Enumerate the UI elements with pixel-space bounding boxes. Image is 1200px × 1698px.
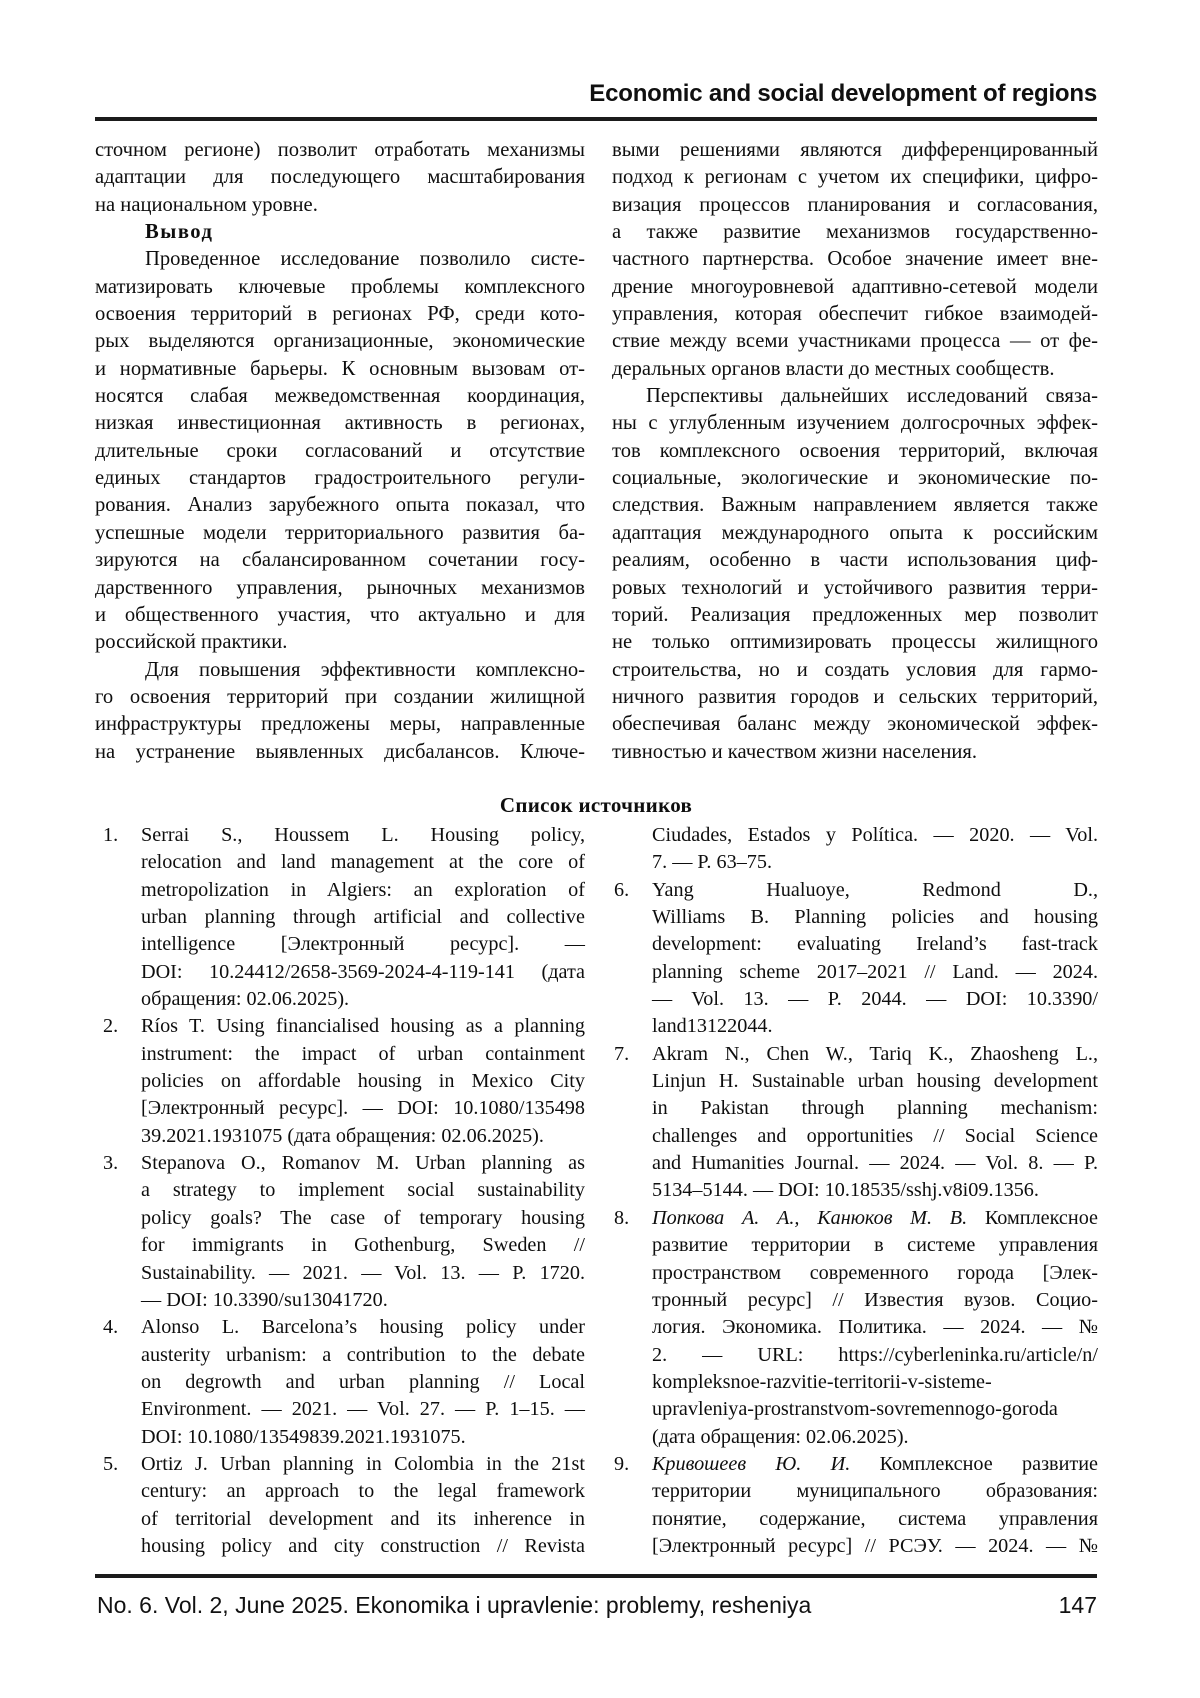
text-line: [141, 1123, 585, 1150]
text-line: [652, 1424, 1098, 1451]
text-segment: рых выделяются организационные, экономические: [95, 330, 585, 353]
text-segment: Ríos T. Using financialised housing as a planning: [141, 1015, 585, 1038]
text-line: [612, 629, 1098, 656]
text-segment: го освоения территорий при создании жилищной: [95, 685, 585, 708]
text-line: [141, 1396, 585, 1423]
text-segment: [Электронный ресурс] // РСЭУ. — 2024. — №: [652, 1534, 1098, 1557]
text-segment: century: an approach to the legal framework: [141, 1480, 585, 1503]
text-segment: policy goals? The case of temporary housing: [141, 1206, 585, 1229]
text-segment: [Электронный ресурс]. — DOI: 10.1080/135498: [141, 1097, 585, 1120]
text-segment: обеспечивая баланс между экономической эффек-: [612, 713, 1098, 736]
text-segment: единых стандартов градостроительного регули-: [95, 467, 585, 490]
text-line: [652, 1369, 1098, 1396]
text-line: [141, 986, 585, 1013]
text-segment: на национальном уровне.: [95, 193, 318, 216]
text-line: [95, 629, 585, 656]
text-line: [612, 465, 1098, 492]
text-segment: Ciudades, Estados y Política. — 2020. — Vol.: [652, 824, 1098, 846]
text-line: [612, 219, 1098, 246]
text-line: [141, 877, 585, 904]
text-line: [652, 1232, 1098, 1259]
text-segment: policies on affordable housing in Mexico City: [141, 1070, 585, 1093]
text-line: [141, 1533, 585, 1560]
text-line: [141, 1342, 585, 1369]
reference-number: 4.: [103, 1316, 119, 1339]
reference-number: 1.: [103, 824, 119, 846]
text-segment: обращения: 02.06.2025).: [141, 988, 350, 1011]
text-line: [141, 849, 585, 876]
text-segment: Environment. — 2021. — Vol. 27. — P. 1–15. —: [141, 1398, 585, 1421]
text-line: [652, 1506, 1098, 1533]
footer-rule: [95, 1574, 1097, 1578]
reference-number: 8.: [614, 1206, 630, 1229]
text-segment: ны с углубленным изучением долгосрочных эффек-: [612, 412, 1098, 435]
text-segment: частного партнерства. Особое значение имеет вне-: [612, 248, 1098, 271]
text-line: [95, 520, 585, 547]
text-segment: низкая инвестиционная активность в регионах,: [95, 412, 585, 435]
reference-item: [612, 1205, 1098, 1451]
text-segment: длительные сроки согласований и отсутствие: [95, 439, 585, 462]
text-segment: на устранение выявленных дисбалансов. Ключе-: [95, 740, 585, 763]
reference-number: 7.: [614, 1042, 630, 1065]
text-line: [652, 1396, 1098, 1423]
text-segment: и нормативные барьеры. К основным вызовам от-: [95, 357, 585, 380]
text-segment: подход к регионам с учетом их специфики, цифро-: [612, 166, 1098, 189]
text-line: [612, 575, 1098, 602]
text-segment: Проведенное исследование позволило систе-: [145, 248, 585, 271]
body-column-right: [612, 137, 1098, 766]
text-line: [652, 1478, 1098, 1505]
text-segment: challenges and opportunities // Social Science: [652, 1124, 1098, 1147]
text-segment: носятся слабая межведомственная координация,: [95, 385, 585, 408]
text-segment: матизировать ключевые проблемы комплексного: [95, 275, 585, 298]
text-line: [612, 520, 1098, 547]
text-segment: освоения территорий в регионах РФ, среди кото-: [95, 303, 585, 326]
reference-item: [612, 877, 1098, 1041]
text-line: [95, 383, 585, 410]
text-line: [141, 1478, 585, 1505]
text-line: [652, 1013, 1098, 1040]
text-line: [612, 602, 1098, 629]
text-line: [95, 684, 585, 711]
text-line: [141, 1287, 585, 1314]
text-line: [652, 1314, 1098, 1341]
text-line: [652, 986, 1098, 1013]
text-segment: а также развитие механизмов государственно-: [612, 221, 1098, 244]
text-line: [652, 1533, 1098, 1560]
text-line: [95, 438, 585, 465]
text-line: [652, 877, 1098, 904]
text-line: [141, 904, 585, 931]
text-segment: ничного развития городов и сельских территорий,: [612, 685, 1098, 708]
text-segment: тронный ресурс] // Известия вузов. Социо-: [652, 1288, 1098, 1311]
text-segment: — Vol. 13. — P. 2044. — DOI: 10.3390/: [652, 988, 1098, 1011]
references-column-left: [95, 822, 585, 1560]
text-line: [141, 959, 585, 986]
text-segment: тов комплексного освоения территорий, включая: [612, 439, 1098, 462]
reference-item: [612, 1451, 1098, 1560]
text-line: [612, 657, 1098, 684]
text-segment: planning scheme 2017–2021 // Land. — 2024.: [652, 960, 1098, 983]
text-line: [612, 438, 1098, 465]
text-segment: DOI: 10.1080/13549839.2021.1931075.: [141, 1425, 466, 1448]
text-segment: Ortiz J. Urban planning in Colombia in the 21st: [141, 1452, 585, 1475]
text-line: [141, 1369, 585, 1396]
text-line: [652, 904, 1098, 931]
reference-item: [95, 1314, 585, 1451]
text-line: [652, 1205, 1098, 1232]
section-heading: Вывод: [145, 221, 214, 244]
text-segment: instrument: the impact of urban containment: [141, 1042, 585, 1065]
text-line: [141, 1150, 585, 1177]
text-segment: российской практики.: [95, 631, 288, 654]
text-line: [612, 164, 1098, 191]
text-line: [141, 1260, 585, 1287]
text-line: [612, 137, 1098, 164]
text-line: [652, 1260, 1098, 1287]
text-segment: development: evaluating Ireland’s fast-track: [652, 933, 1098, 956]
text-line: [141, 1451, 585, 1478]
text-line: [95, 410, 585, 437]
text-segment: дарственного управления, рыночных механизмов: [95, 576, 585, 599]
text-segment: Комплексное развитие: [850, 1452, 1098, 1475]
text-segment: ствие между всеми участниками процесса — от фе-: [612, 330, 1098, 353]
text-segment: торий. Реализация предложенных мер позволит: [612, 603, 1098, 626]
text-segment: urban planning through artificial and collective: [141, 906, 585, 929]
text-line: [95, 192, 585, 219]
text-line: [95, 492, 585, 519]
reference-item: [95, 1451, 585, 1560]
text-line: [612, 711, 1098, 738]
text-segment: развитие территории в системе управления: [652, 1234, 1098, 1257]
text-segment: реалиям, особенно в части использования циф-: [612, 549, 1098, 572]
reference-number: 9.: [614, 1452, 630, 1475]
text-segment: визация процессов планирования и согласования,: [612, 193, 1098, 216]
text-segment: austerity urbanism: a contribution to the debate: [141, 1343, 585, 1366]
text-segment: ровых технологий и устойчивого развития терри-: [612, 576, 1098, 599]
text-line: [141, 1177, 585, 1204]
text-segment: логия. Экономика. Политика. — 2024. — №: [652, 1316, 1098, 1339]
text-segment: intelligence [Электронный ресурс]. —: [141, 933, 585, 956]
text-segment: (дата обращения: 02.06.2025).: [652, 1425, 909, 1448]
text-segment: relocation and land management at the core of: [141, 851, 585, 874]
text-line: [652, 959, 1098, 986]
text-segment: of territorial development and its inherence in: [141, 1507, 585, 1530]
text-line: [612, 410, 1098, 437]
reference-number: 5.: [103, 1452, 119, 1475]
text-line: [95, 274, 585, 301]
paragraph: [612, 383, 1098, 766]
text-segment: — DOI: 10.3390/su13041720.: [141, 1288, 388, 1311]
text-line: [612, 684, 1098, 711]
italic-author-names: Кривошеев Ю. И.: [652, 1452, 851, 1475]
text-segment: не только оптимизировать процессы жилищного: [612, 631, 1098, 654]
text-line: [95, 328, 585, 355]
reference-number: 3.: [103, 1152, 119, 1175]
reference-item: [95, 1013, 585, 1150]
text-segment: социальные, экологические и экономические по-: [612, 467, 1098, 490]
text-line: [141, 1424, 585, 1451]
references-heading: Список источников: [499, 793, 693, 817]
text-line: [652, 1177, 1098, 1204]
text-segment: тивностью и качеством жизни населения.: [612, 740, 977, 763]
text-segment: 2. — URL: https://cyberleninka.ru/article/n/: [652, 1343, 1098, 1366]
reference-item: [95, 1150, 585, 1314]
text-segment: деральных органов власти до местных сообществ.: [612, 357, 1055, 380]
text-segment: housing policy and city construction // Revista: [141, 1534, 585, 1557]
text-line: [612, 274, 1098, 301]
text-line: [652, 1451, 1098, 1478]
text-segment: Yang Hualuoye, Redmond D.,: [652, 878, 1098, 901]
text-segment: upravleniya-prostranstvom-sovremennogo-goroda: [652, 1398, 1058, 1421]
text-segment: Linjun H. Sustainable urban housing development: [652, 1070, 1098, 1093]
text-line: [652, 849, 1098, 876]
text-line: [612, 383, 1098, 410]
header-rule: [95, 117, 1097, 121]
text-line: [612, 547, 1098, 574]
reference-item: [612, 822, 1098, 877]
text-segment: управления, которая обеспечит гибкое взаимодей-: [612, 303, 1098, 326]
text-segment: сточном регионе) позволит отработать механизмы: [95, 139, 585, 161]
text-segment: Alonso L. Barcelona’s housing policy under: [141, 1316, 585, 1339]
text-segment: Перспективы дальнейших исследований связа-: [646, 385, 1098, 408]
text-line: [95, 246, 585, 273]
text-line: [141, 1205, 585, 1232]
text-segment: территории муниципального образования:: [652, 1480, 1098, 1503]
paragraph: [95, 657, 585, 766]
text-line: [612, 492, 1098, 519]
text-segment: Для повышения эффективности комплексно-: [145, 658, 585, 681]
text-line: [612, 739, 1098, 766]
journal-issue-line: No. 6. Vol. 2, June 2025. Ekonomika i upravlenie: problemy, resheniya: [97, 1592, 812, 1618]
text-line: [95, 547, 585, 574]
text-line: [652, 822, 1098, 849]
text-segment: строительства, но и создать условия для гармо-: [612, 658, 1098, 681]
text-line: [652, 1041, 1098, 1068]
text-line: [95, 164, 585, 191]
text-line: [141, 1068, 585, 1095]
text-line: [95, 602, 585, 629]
paragraph: [95, 137, 585, 219]
text-line: [652, 1342, 1098, 1369]
text-segment: on degrowth and urban planning // Local: [141, 1370, 585, 1393]
text-segment: Комплексное: [967, 1206, 1099, 1229]
text-line: [612, 301, 1098, 328]
text-segment: Serrai S., Houssem L. Housing policy,: [141, 824, 585, 846]
text-line: [95, 739, 585, 766]
text-line: [95, 575, 585, 602]
text-segment: in Pakistan through planning mechanism:: [652, 1097, 1098, 1120]
text-segment: следствия. Важным направлением является также: [612, 494, 1098, 517]
text-segment: for immigrants in Gothenburg, Sweden //: [141, 1234, 585, 1257]
reference-number: 2.: [103, 1015, 119, 1038]
text-line: [141, 1506, 585, 1533]
italic-author-names: Попкова А. А., Канюков М. В.: [652, 1206, 968, 1229]
text-segment: выми решениями являются дифференцированный: [612, 139, 1098, 161]
text-segment: 39.2021.1931075 (дата обращения: 02.06.2025).: [141, 1124, 544, 1147]
text-segment: зируются на сбалансированном сочетании госу-: [95, 549, 585, 572]
text-segment: kompleksnoe-razvitie-territorii-v-sisteme-: [652, 1370, 992, 1393]
text-segment: land13122044.: [652, 1015, 773, 1038]
text-line: [141, 1041, 585, 1068]
text-line: [652, 931, 1098, 958]
text-segment: пространством современного города [Элек-: [652, 1261, 1098, 1284]
text-line: [652, 1095, 1098, 1122]
text-segment: и общественного участия, что актуально и для: [95, 603, 585, 626]
reference-item: [95, 822, 585, 1013]
text-segment: понятие, содержание, система управления: [652, 1507, 1098, 1530]
text-segment: адаптация международного опыта к российским: [612, 521, 1098, 544]
text-line: [95, 301, 585, 328]
text-line: [612, 328, 1098, 355]
text-segment: дрение многоуровневой адаптивно-сетевой модели: [612, 275, 1098, 298]
text-segment: DOI: 10.24412/2658-3569-2024-4-119-141 (дата: [141, 960, 585, 983]
text-line: [95, 711, 585, 738]
text-segment: 7. — P. 63–75.: [652, 851, 773, 874]
body-column-left: [95, 137, 585, 766]
text-segment: успешные модели территориального развития ба-: [95, 521, 585, 544]
text-line: [95, 465, 585, 492]
text-line: [612, 356, 1098, 383]
text-line: [612, 192, 1098, 219]
text-segment: Akram N., Chen W., Tariq K., Zhaosheng L.,: [652, 1042, 1098, 1065]
text-segment: Sustainability. — 2021. — Vol. 13. — P. 1720.: [141, 1261, 585, 1284]
paragraph: [612, 137, 1098, 383]
running-head: Economic and social development of regions: [589, 80, 1097, 107]
text-line: [652, 1287, 1098, 1314]
text-line: [95, 657, 585, 684]
text-segment: metropolization in Algiers: an exploration of: [141, 878, 585, 901]
text-segment: адаптации для последующего масштабирования: [95, 166, 585, 189]
text-line: [652, 1150, 1098, 1177]
text-line: [612, 246, 1098, 273]
text-line: [141, 1013, 585, 1040]
text-line: [652, 1123, 1098, 1150]
text-segment: инфраструктуры предложены меры, направленные: [95, 713, 585, 736]
text-line: [141, 1232, 585, 1259]
page-number: 147: [1058, 1592, 1097, 1618]
paragraph: [95, 246, 585, 656]
text-line: [95, 137, 585, 164]
text-line: [652, 1068, 1098, 1095]
text-segment: and Humanities Journal. — 2024. — Vol. 8. — P.: [652, 1152, 1098, 1175]
text-segment: Williams B. Planning policies and housing: [652, 906, 1098, 929]
text-line: [95, 356, 585, 383]
text-segment: a strategy to implement social sustainability: [141, 1179, 585, 1202]
text-segment: Stepanova O., Romanov M. Urban planning as: [141, 1152, 585, 1175]
text-segment: рования. Анализ зарубежного опыта показал, что: [95, 494, 585, 517]
text-line: [141, 931, 585, 958]
text-line: [141, 1095, 585, 1122]
reference-number: 6.: [614, 878, 630, 901]
references-column-right: [612, 822, 1098, 1560]
text-line: [141, 1314, 585, 1341]
reference-item: [612, 1041, 1098, 1205]
text-segment: 5134–5144. — DOI: 10.18535/sshj.v8i09.1356.: [652, 1179, 1039, 1202]
text-line: [141, 822, 585, 849]
